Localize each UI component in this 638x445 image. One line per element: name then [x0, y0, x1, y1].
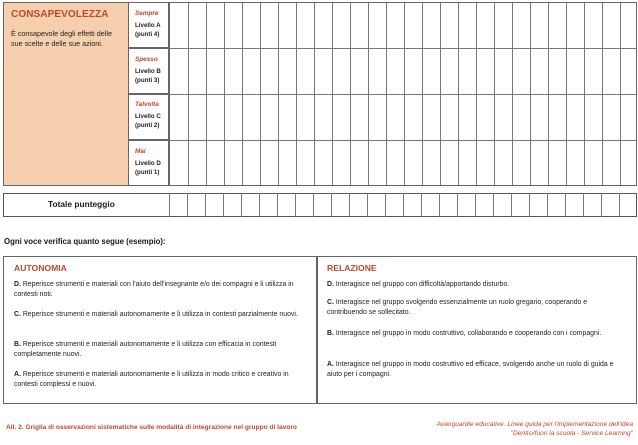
- relazione-item-a: A. Interagisce nel gruppo in modo costruttivo ed efficace, svolgendo anche un ruolo di guida e aiuto per i compagni.: [327, 361, 614, 379]
- consapevolezza-description: È consapevole degli effetti delle sue scelte e delle sue azioni.: [11, 29, 112, 48]
- totale-column-line: [277, 193, 278, 217]
- level-frequency: Spesso: [135, 56, 158, 63]
- score-grid: [169, 2, 637, 186]
- level-points: (punti 2): [135, 122, 160, 129]
- verifica-heading: Ogni voce verifica quanto segue (esempio):: [4, 237, 166, 246]
- level-label: Livello B: [135, 68, 161, 75]
- grid-row-line: [170, 48, 636, 49]
- totale-column-line: [439, 193, 440, 217]
- autonomia-item-c: C. Reperisce strumenti e materiali autonomamente e li utilizza in contesti parzialmente nuovi.: [14, 311, 298, 318]
- totale-column-line: [241, 193, 242, 217]
- level-points: (punti 3): [135, 77, 160, 84]
- level-label: Livello A: [135, 22, 161, 29]
- totale-column-line: [169, 193, 170, 217]
- totale-column-line: [511, 193, 512, 217]
- autonomia-item-a: A. Reperisce strumenti e materiali autonomamente e li utilizza in modo critico e creativo in contesti complessi e nuovi.: [14, 371, 289, 389]
- totale-column-line: [457, 193, 458, 217]
- autonomia-item-b: B. Reperisce strumenti e materiali autonomamente e li utilizza con efficacia in contesti completamente nuovi.: [14, 341, 277, 359]
- autonomia-title: AUTONOMIA: [14, 263, 67, 273]
- totale-label: Totale punteggio: [48, 199, 115, 209]
- footer-caption: All. 2. Griglia di osservazioni sistematiche sulle modalità di integrazione nel gruppo di lavoro: [6, 424, 297, 431]
- level-frequency: Mai: [135, 148, 146, 155]
- totale-column-line: [547, 193, 548, 217]
- consapevolezza-title: CONSAPEVOLEZZA: [11, 9, 109, 20]
- totale-column-line: [493, 193, 494, 217]
- footer-source-line2: "Dentro/fuori la scuola - Service Learning": [510, 430, 633, 437]
- relazione-item-b: B. Interagisce nel gruppo in modo costruttivo, collaborando e cooperando con i compagni.: [327, 330, 602, 337]
- totale-column-line: [205, 193, 206, 217]
- totale-column-line: [601, 193, 602, 217]
- autonomia-item-d: D. Reperisce strumenti e materiali con l'aiuto dell'insegnante e/o dei compagni e li utilizza in contesti noti.: [14, 281, 294, 299]
- totale-column-line: [583, 193, 584, 217]
- totale-column-line: [529, 193, 530, 217]
- totale-score-grid: [169, 193, 637, 217]
- grid-row-line: [170, 94, 636, 95]
- level-frequency: Sempre: [135, 10, 159, 17]
- level-label: Livello C: [135, 113, 161, 120]
- totale-column-line: [385, 193, 386, 217]
- totale-column-line: [259, 193, 260, 217]
- level-points: (punti 1): [135, 169, 160, 176]
- totale-column-line: [619, 193, 620, 217]
- totale-column-line: [475, 193, 476, 217]
- level-label: Livello D: [135, 160, 161, 167]
- relazione-title: RELAZIONE: [327, 263, 377, 273]
- totale-column-line: [331, 193, 332, 217]
- grid-row-line: [170, 140, 636, 141]
- level-points: (punti 4): [135, 31, 160, 38]
- totale-column-line: [187, 193, 188, 217]
- totale-column-line: [295, 193, 296, 217]
- level-frequency: Talvolta: [135, 101, 159, 108]
- relazione-item-c: C. Interagisce nel gruppo svolgendo essenzialmente un ruolo gregario, cooperando e contribuendo se sollecitato.: [327, 299, 588, 317]
- totale-column-line: [367, 193, 368, 217]
- totale-column-line: [565, 193, 566, 217]
- totale-column-line: [421, 193, 422, 217]
- footer-source-line1: Avanguardie educative. Linee guida per l'implementazione dell'idea: [436, 421, 633, 428]
- footer-source: [437, 420, 633, 438]
- totale-column-line: [349, 193, 350, 217]
- totale-column-line: [313, 193, 314, 217]
- relazione-item-d: D. Interagisce nel gruppo con difficoltà/apportando disturbo.: [327, 281, 510, 288]
- totale-column-line: [403, 193, 404, 217]
- totale-column-line: [223, 193, 224, 217]
